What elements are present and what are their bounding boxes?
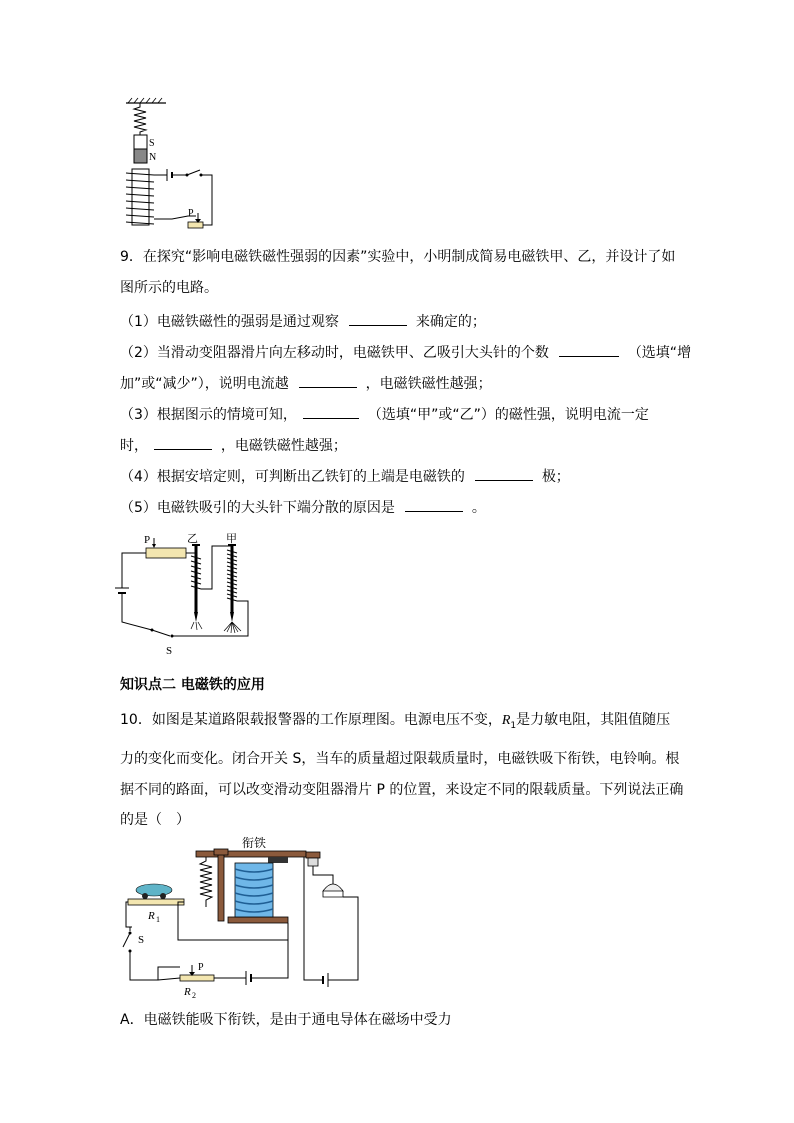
q9-part1 [120,311,486,332]
q10-stem-line1 [120,710,670,736]
q9-part3-text-d: ，电磁铁磁性越强； [220,438,347,454]
q9-part5-text-a: （5）电磁铁吸引的大头针下端分散的原因是 [120,500,395,516]
fig10-p-label: P [198,962,204,973]
q9-blank-6[interactable] [475,466,533,481]
fig9-yi-label: 乙 [187,533,198,545]
q9-part2-text-b: （选填“增 [627,345,692,361]
q10-r1-subscript: 1 [510,720,517,731]
q9-part3-text-c: 时， [120,438,148,454]
q9-blank-5[interactable] [154,435,212,450]
q9-part4-text-b: 极； [541,469,570,485]
q9-part2-text-c: 加”或“减少”），说明电流越 [120,376,289,392]
q10-stem-line1-a: 10．如图是某道路限载报警器的工作原理图。电源电压不变， [120,712,502,728]
magnet-s-label: S [149,138,155,149]
q9-part5-text-b: 。 [471,500,486,516]
fig10-s-label: S [138,934,145,946]
q9-part1-text-b: 来确定的； [415,314,486,330]
q10-r1-symbol: R [501,713,511,728]
q10-stem-line4: 的是（ ） [120,812,190,828]
magnet-n-label: N [149,152,157,163]
fig9-p-label: P [144,534,151,546]
fig10-r1-label: R [148,910,155,922]
fig9-s-label: S [166,645,173,657]
q9-part3 [120,404,649,425]
q9-part2 [120,342,691,363]
section-heading: 知识点二 电磁铁的应用 [120,677,265,693]
q10-stem-line2: 力的变化而变化。闭合开关 S，当车的质量超过限载质量时，电磁铁吸下衔铁，电铃响。根 [120,751,680,767]
q9-part5 [120,497,486,518]
q9-part2-text-d: ，电磁铁磁性越强； [365,376,492,392]
q10-stem-line3: 据不同的路面，可以改变滑动变阻器滑片 P 的位置，来设定不同的限载质量。下列说法正确 [120,782,684,798]
q9-stem-line1: 9．在探究“影响电磁铁磁性强弱的因素”实验中，小明制成简易电磁铁甲、乙，并设计了如 [120,249,676,265]
q9-blank-1[interactable] [349,311,407,326]
fig9-jia-label: 甲 [226,533,237,545]
figure-magnet-spring [112,95,232,235]
q9-stem-line2: 图所示的电路。 [120,280,218,296]
figure-electromagnets [112,530,272,660]
q9-part2-cont [120,373,492,394]
q9-blank-2[interactable] [559,342,619,357]
q9-part4-text-a: （4）根据安培定则，可判断出乙铁钉的上端是电磁铁的 [120,469,465,485]
rheostat-p-label: P [188,208,194,219]
fig10-r1-sub: 1 [156,915,160,924]
q9-part3-text-a: （3）根据图示的情境可知， [120,407,297,423]
fig10-r2-sub: 2 [192,991,196,1000]
q10-stem-line1-b: 是力敏电阻，其阻值随压 [516,712,671,728]
q9-part4 [120,466,570,487]
q9-part2-text-a: （2）当滑动变阻器滑片向左移动时，电磁铁甲、乙吸引大头针的个数 [120,345,549,361]
q9-blank-7[interactable] [405,497,463,512]
q9-part3-text-b: （选填“甲”或“乙”）的磁性强，说明电流一定 [367,407,649,423]
fig10-armature-label: 衔铁 [242,836,267,850]
figure-overload-alarm [118,835,378,1010]
fig10-r2-label: R [184,986,191,998]
q10-option-a[interactable]: A．电磁铁能吸下衔铁，是由于通电导体在磁场中受力 [120,1012,452,1028]
q9-blank-4[interactable] [303,404,359,419]
q9-part1-text-a: （1）电磁铁磁性的强弱是通过观察 [120,314,339,330]
q9-blank-3[interactable] [299,373,357,388]
q9-part3-cont [120,435,347,456]
